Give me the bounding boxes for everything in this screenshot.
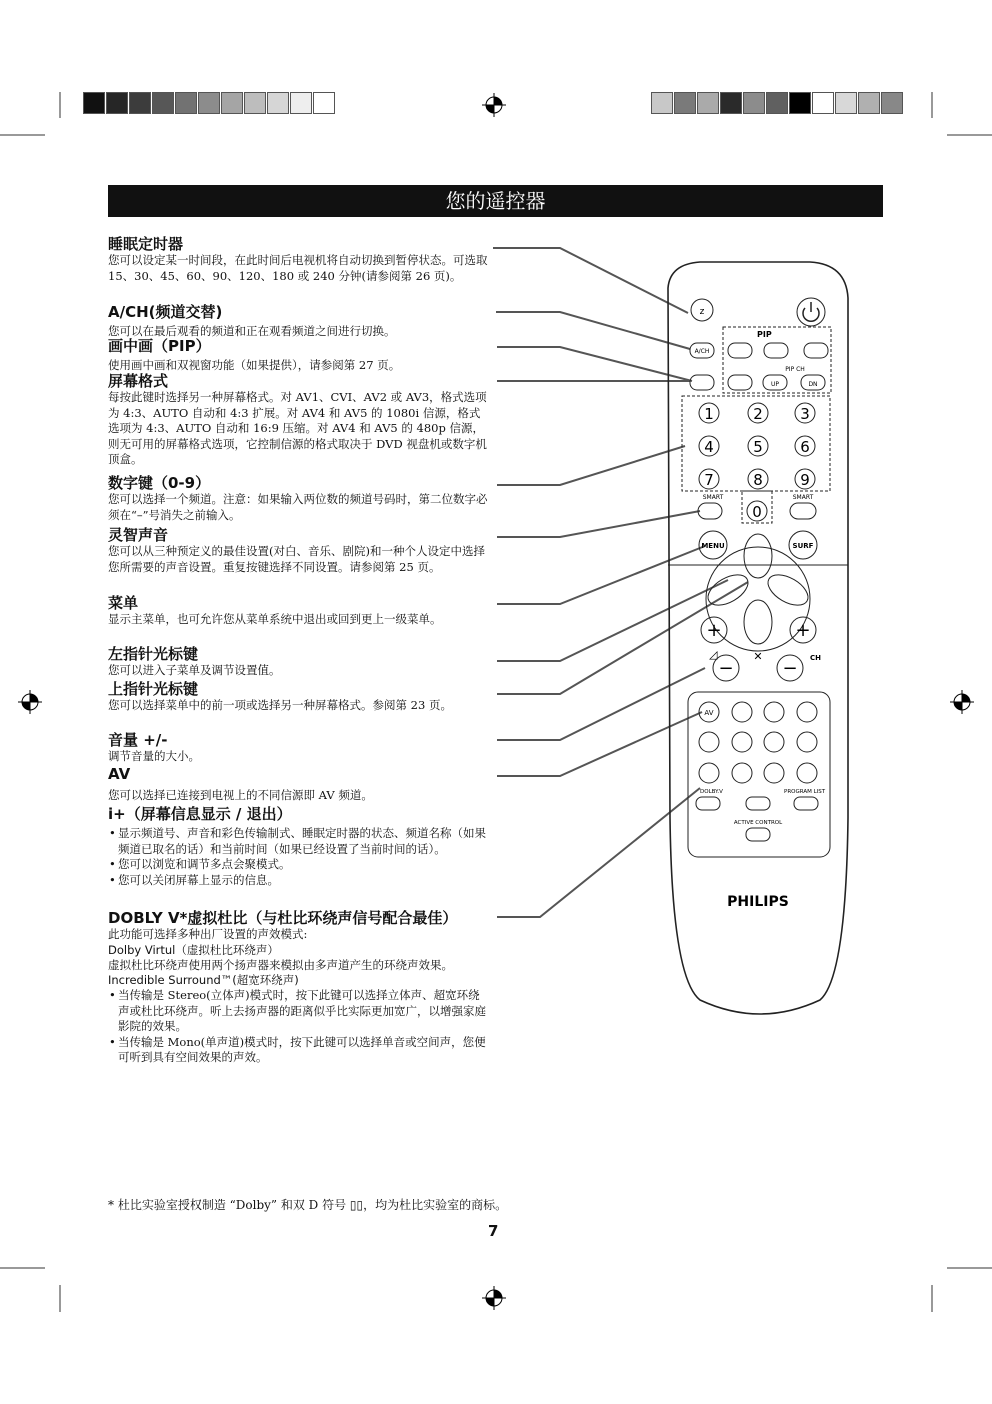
dolby-intro: 此功能可选择多种出厂设置的声效模式: (108, 927, 308, 941)
list-item: • 当传输是 Stereo(立体声)模式时，按下此键可以选择立体声、超宽环绕声或杜比环绕声。听上去扬声器的距离似乎比实际更加宽广，以增强家庭影院的效果。 (118, 988, 488, 1035)
active-control-label: ACTIVE CONTROL (733, 820, 783, 826)
section-title: 左指针光标键 (108, 645, 199, 663)
dolby-virtual-body: 虚拟杜比环绕声使用两个扬声器来模拟由多声道产生的环绕声效果。 (108, 957, 453, 972)
section-title: AV (108, 765, 131, 783)
footnote: * 杜比实验室授权制造 “Dolby” 和双 D 符号 ▯▯，均为杜比实验室的商标。 (108, 1198, 508, 1212)
surf-label: SURF (792, 542, 814, 550)
section-title: 上指针光标键 (108, 680, 199, 698)
svg-text:+: + (706, 620, 722, 641)
svg-text:−: − (782, 658, 798, 679)
remote-control (660, 258, 860, 1018)
digit-2: 2 (753, 405, 763, 423)
section-title: 数字键（0-9） (108, 474, 211, 492)
av-label: AV (704, 709, 714, 717)
dolby-virtual-label: Dolby Virtul（虚拟杜比环绕声） (108, 942, 279, 957)
menu-label: MENU (701, 542, 725, 550)
svg-text:z: z (699, 307, 705, 317)
smart-left-label: SMART (702, 494, 724, 501)
section-body: 您可以从三种预定义的最佳设置(对白、音乐、剧院)和一种个人设定中选择您所需要的声音设置。重复按键选择不同设置。请参阅第 25 页。 (108, 544, 485, 574)
section-body: 每按此键时选择另一种屏幕格式。对 AV1、CVI、AV2 或 AV3，格式选项为 4:3、AUTO 自动和 4:3 扩展。对 AV4 和 AV5 的 1080i 信源，格式选项为 4:3、AUTO 自动和 16:9 压缩。对 AV4 和 AV5 的 480p 信源，则无可用的屏幕格式选项，它控制信源的格式取决于 DVD 视盘机或数字机顶盒。 (108, 390, 487, 466)
svg-text:◿: ◿ (709, 648, 718, 661)
list-item: • 您可以关闭屏幕上显示的信息。 (118, 873, 488, 889)
section-title: 睡眠定时器 (108, 235, 184, 253)
digit-9: 9 (800, 471, 810, 489)
brand-logo: PHILIPS (727, 894, 789, 910)
svg-text:+: + (795, 620, 811, 641)
list-item: • 您可以浏览和调节多点会聚模式。 (118, 857, 488, 873)
section-title: 菜单 (108, 594, 139, 612)
section-body: 显示主菜单，也可允许您从菜单系统中退出或回到更上一级菜单。 (108, 612, 442, 626)
digit-1: 1 (704, 405, 714, 423)
pip-label: PIP (757, 330, 772, 339)
ch-label: CH (810, 654, 821, 662)
up-label: UP (770, 381, 780, 388)
section-title: i+（屏幕信息显示 / 退出） (108, 805, 292, 823)
section-title: 画中画（PIP） (108, 337, 211, 355)
digit-0: 0 (752, 503, 762, 521)
section-body: 您可以选择已连接到电视上的不同信源即 AV 频道。 (108, 788, 373, 802)
pip-ch-label: PIP CH (785, 366, 805, 373)
section-body: 使用画中画和双视窗功能（如果提供），请参阅第 27 页。 (108, 358, 401, 372)
digit-6: 6 (800, 438, 810, 456)
page-number: 7 (488, 1222, 499, 1240)
mute-icon: ✕ (753, 650, 763, 663)
digit-8: 8 (753, 471, 763, 489)
digit-5: 5 (753, 438, 763, 456)
digit-7: 7 (704, 471, 714, 489)
section-title: 灵智声音 (108, 526, 169, 544)
dn-label: DN (808, 381, 818, 388)
page-title: 您的遥控器 (108, 185, 883, 217)
ach-label: A/CH (694, 348, 710, 355)
section-title: 音量 +/- (108, 731, 168, 749)
section-body: 您可以进入子菜单及调节设置值。 (108, 663, 281, 677)
section-title: A/CH(频道交替) (108, 303, 223, 321)
smart-right-label: SMART (792, 494, 814, 501)
section-body: 您可以设定某一时间段，在此时间后电视机将自动切换到暂停状态。可选取 15、30、45、60、90、120、180 或 240 分钟(请参阅第 26 页)。 (108, 253, 488, 283)
section-body: 您可以选择菜单中的前一项或选择另一种屏幕格式。参阅第 23 页。 (108, 698, 452, 712)
list-item: • 当传输是 Mono(单声道)模式时，按下此键可以选择单音或空间声，您便可听到具有空间效果的声效。 (118, 1035, 488, 1066)
program-list-label: PROGRAM LIST (784, 789, 826, 795)
section-title: 屏幕格式 (108, 372, 169, 390)
section-body: 调节音量的大小。 (108, 749, 200, 763)
dolby-v-label: DOLBY.V (700, 789, 723, 795)
section-body: 您可以在最后观看的频道和正在观看频道之间进行切换。 (108, 324, 396, 338)
section-title: DOBLY V*虚拟杜比（与杜比环绕声信号配合最佳） (108, 909, 458, 927)
digit-4: 4 (704, 438, 714, 456)
section-body: 您可以选择一个频道。注意：如果输入两位数的频道号码时，第二位数字必须在“–”号消失之前输入。 (108, 492, 488, 522)
svg-text:−: − (718, 658, 734, 679)
incredible-surround-label: Incredible Surround™(超宽环绕声) (108, 973, 299, 987)
digit-3: 3 (800, 405, 810, 423)
list-item: • 显示频道号、声音和彩色传输制式、睡眠定时器的状态、频道名称（如果频道已取名的话）和当前时间（如果已经设置了当前时间的话）。 (118, 826, 488, 857)
